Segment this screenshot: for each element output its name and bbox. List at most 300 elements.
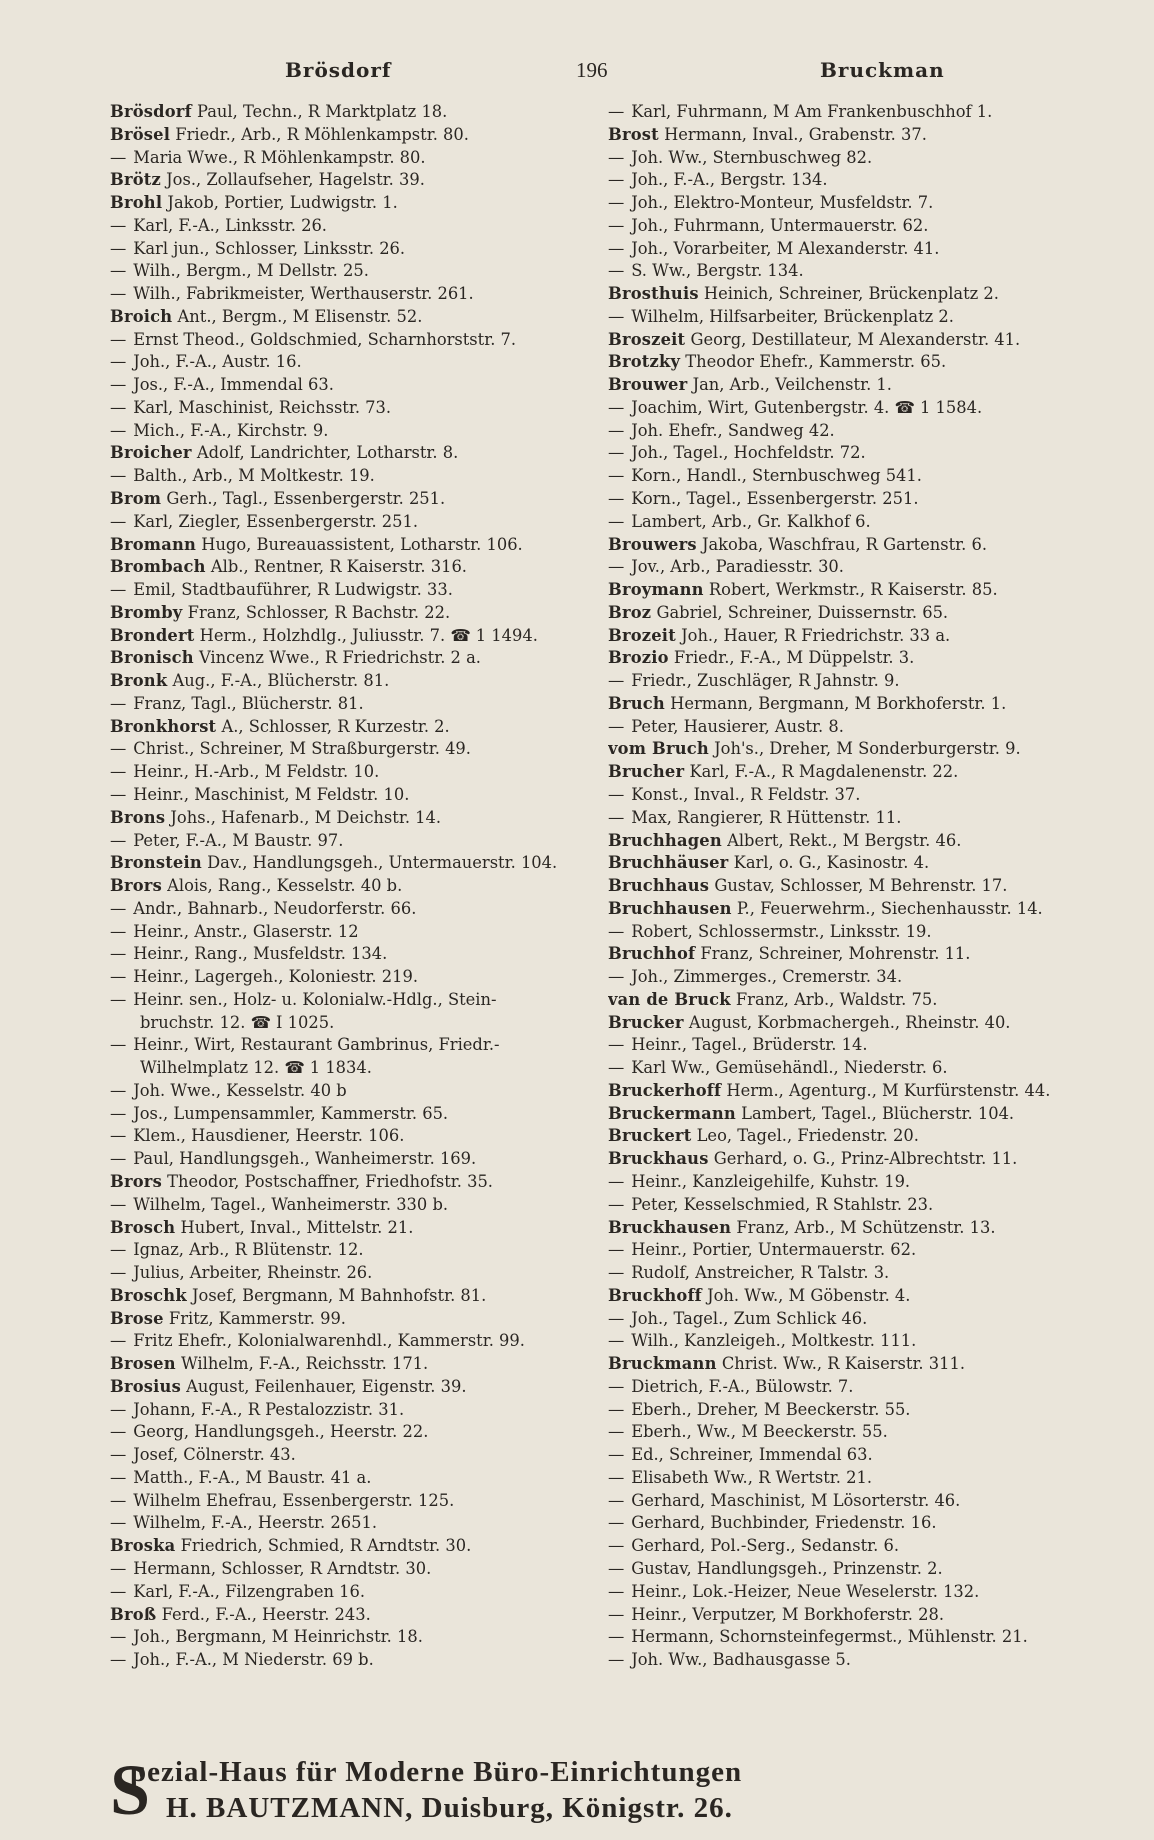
ditto-dash: — <box>608 1536 625 1556</box>
entry-details: Karl, F.-A., Filzengraben 16. <box>133 1581 366 1601</box>
ditto-dash: — <box>110 1559 127 1578</box>
entry-details: Jos., F.-A., Immendal 63. <box>133 375 334 395</box>
entry-details: Heinr., Verputzer, M Borkhoferstr. 28. <box>631 1604 945 1624</box>
ditto-dash: — <box>110 693 127 713</box>
ditto-dash: — <box>608 1376 625 1396</box>
entry-details: P., Feuerwehrm., Siechenhausstr. 14. <box>736 898 1043 918</box>
entry-details: Georg, Destillateur, M Alexanderstr. 41. <box>690 329 1021 349</box>
ditto-dash: — <box>110 1194 127 1214</box>
entry-details: Peter, Hausierer, Austr. 8. <box>631 716 844 736</box>
directory-entry <box>608 852 1090 875</box>
entry-details: Karl, Maschinist, Reichsstr. 73. <box>133 397 392 417</box>
ditto-dash: — <box>110 1490 127 1510</box>
directory-entry <box>110 670 592 693</box>
directory-entry <box>110 465 592 488</box>
entry-details: Joachim, Wirt, Gutenbergstr. 4. ☎ 1 1584. <box>631 397 983 417</box>
ditto-dash: — <box>110 1126 127 1146</box>
entry-details: Karl jun., Schlosser, Linksstr. 26. <box>133 238 406 258</box>
entry-details: Karl, Fuhrmann, M Am Frankenbuschhof 1. <box>631 102 993 121</box>
ditto-dash: — <box>608 102 625 121</box>
directory-entry <box>608 1512 1090 1535</box>
ditto-dash: — <box>110 511 127 531</box>
entry-details: Wilhelm, Hilfsarbeiter, Brückenplatz 2. <box>631 306 954 326</box>
entry-surname: Brotzky <box>608 352 681 372</box>
directory-entry <box>110 1353 592 1376</box>
ditto-dash: — <box>608 193 625 213</box>
directory-entry <box>608 1217 1090 1240</box>
directory-entry <box>110 716 592 739</box>
entry-details: Jov., Arb., Paradiesstr. 30. <box>631 557 844 577</box>
entry-details: Karl Ww., Gemüsehändl., Niederstr. 6. <box>631 1058 948 1078</box>
ditto-dash: — <box>608 1467 625 1487</box>
directory-entry <box>110 1490 592 1513</box>
entry-surname: Bromby <box>110 602 183 622</box>
entry-details: Lambert, Arb., Gr. Kalkhof 6. <box>631 511 871 531</box>
directory-entry <box>608 1285 1090 1308</box>
directory-entry <box>110 420 592 443</box>
entry-surname: Brösdorf <box>110 102 192 121</box>
entry-details: Ignaz, Arb., R Blütenstr. 12. <box>133 1240 364 1260</box>
directory-entry <box>110 1649 592 1672</box>
entry-details: Mich., F.-A., Kirchstr. 9. <box>133 420 329 440</box>
entry-surname: Brom <box>110 489 162 509</box>
directory-entry <box>608 1376 1090 1399</box>
entry-details: Ferd., F.-A., Heerstr. 243. <box>161 1604 371 1624</box>
directory-entry <box>608 465 1090 488</box>
ditto-dash: — <box>110 397 127 417</box>
directory-entry <box>608 1626 1090 1649</box>
directory-entry <box>608 1421 1090 1444</box>
directory-entry <box>608 215 1090 238</box>
directory-entry <box>110 124 592 147</box>
right-column <box>608 101 1090 1672</box>
entry-details: Matth., F.-A., M Baustr. 41 a. <box>133 1467 372 1487</box>
entry-details: Joh., F.-A., M Niederstr. 69 b. <box>133 1650 374 1670</box>
entry-details: Gerhard, Pol.-Serg., Sedanstr. 6. <box>631 1536 900 1556</box>
entry-surname: Brosch <box>110 1217 176 1237</box>
directory-entry <box>608 329 1090 352</box>
directory-entry <box>110 238 592 261</box>
directory-entry <box>110 1421 592 1444</box>
ditto-dash: — <box>608 1308 625 1328</box>
ditto-dash: — <box>608 1581 625 1601</box>
directory-entry <box>110 1581 592 1604</box>
entry-details: Elisabeth Ww., R Wertstr. 21. <box>631 1467 873 1487</box>
entry-details: Heinr., Rang., Musfeldstr. 134. <box>133 944 388 964</box>
entry-details: Heinr., H.-Arb., M Feldstr. 10. <box>133 762 380 782</box>
directory-entry <box>608 1444 1090 1467</box>
directory-entry <box>608 1353 1090 1376</box>
entry-details: Vincenz Wwe., R Friedrichstr. 2 a. <box>198 648 481 668</box>
directory-entry <box>608 1490 1090 1513</box>
directory-entry <box>110 1194 592 1217</box>
directory-entry <box>608 534 1090 557</box>
entry-surname: Bromann <box>110 534 197 554</box>
ditto-dash: — <box>110 784 127 804</box>
advertisement <box>110 1750 1100 1830</box>
entry-details: Emil, Stadtbauführer, R Ludwigstr. 33. <box>133 580 453 600</box>
ditto-dash: — <box>110 944 127 964</box>
entry-details: S. Ww., Bergstr. 134. <box>631 261 804 281</box>
entry-surname: Broschk <box>110 1285 187 1305</box>
entry-details: Korn., Handl., Sternbuschweg 541. <box>631 466 922 486</box>
entry-details: Heinr., Tagel., Brüderstr. 14. <box>631 1035 868 1055</box>
ditto-dash: — <box>110 989 127 1009</box>
entry-surname: Brose <box>110 1308 164 1328</box>
ditto-dash: — <box>110 1240 127 1260</box>
entry-details: Klem., Hausdiener, Heerstr. 106. <box>133 1126 405 1146</box>
directory-entry <box>608 1308 1090 1331</box>
entry-details: Ernst Theod., Goldschmied, Scharnhorststr. 7. <box>133 329 517 349</box>
entry-surname: Bruckhoff <box>608 1285 702 1305</box>
entry-details: Karl, F.-A., Linksstr. 26. <box>133 215 327 235</box>
entry-details: Wilhelmplatz 12. ☎ 1 1834. <box>140 1058 372 1078</box>
entry-surname: vom Bruch <box>608 739 709 759</box>
entry-surname: Brosius <box>110 1376 181 1396</box>
entry-details: Joh., Zimmerges., Cremerstr. 34. <box>631 967 903 987</box>
entry-details: Christ. Ww., R Kaiserstr. 311. <box>721 1354 966 1374</box>
directory-entry <box>110 534 592 557</box>
directory-entry <box>608 1057 1090 1080</box>
ditto-dash: — <box>608 784 625 804</box>
entry-surname: Brötz <box>110 170 161 190</box>
entry-surname: Brucker <box>608 1012 684 1032</box>
directory-entry <box>608 670 1090 693</box>
directory-entry <box>110 693 592 716</box>
directory-entry <box>110 260 592 283</box>
entry-details: Friedrich, Schmied, R Arndtstr. 30. <box>180 1536 472 1556</box>
directory-entry <box>608 238 1090 261</box>
directory-entry <box>608 283 1090 306</box>
entry-details: Paul, Handlungsgeh., Wanheimerstr. 169. <box>133 1149 477 1169</box>
entry-details: Aug., F.-A., Blücherstr. 81. <box>172 671 390 691</box>
entry-details: Joh. Ehefr., Sandweg 42. <box>631 420 835 440</box>
directory-entry <box>110 1034 592 1057</box>
directory-entry <box>608 351 1090 374</box>
entry-surname: Bruckhausen <box>608 1217 732 1237</box>
directory-entry <box>110 1103 592 1126</box>
directory-entry <box>608 1604 1090 1627</box>
directory-entry <box>110 943 592 966</box>
ditto-dash: — <box>110 329 127 349</box>
directory-entry <box>110 374 592 397</box>
ditto-dash: — <box>608 1490 625 1510</box>
entry-details: Wilhelm, Tagel., Wanheimerstr. 330 b. <box>133 1194 449 1214</box>
directory-entry <box>608 1125 1090 1148</box>
directory-entry <box>110 807 592 830</box>
directory-entry <box>110 511 592 534</box>
ditto-dash: — <box>110 1581 127 1601</box>
entry-details: Josef, Cölnerstr. 43. <box>133 1445 296 1465</box>
entry-surname: Brondert <box>110 625 195 645</box>
entry-details: Joh. Wwe., Kesselstr. 40 b <box>133 1080 347 1100</box>
entry-details: Maria Wwe., R Möhlenkampstr. 80. <box>133 147 426 167</box>
directory-entry <box>608 488 1090 511</box>
entry-details: Friedr., Zuschläger, R Jahnstr. 9. <box>631 671 900 691</box>
ditto-dash: — <box>608 1331 625 1351</box>
left-column <box>110 101 592 1672</box>
directory-entry <box>608 1171 1090 1194</box>
entry-surname: Brozio <box>608 648 669 668</box>
directory-entry <box>608 921 1090 944</box>
directory-entry <box>110 989 592 1012</box>
ditto-dash: — <box>608 1445 625 1465</box>
entry-surname: Bruckhaus <box>608 1149 709 1169</box>
entry-surname: Brosthuis <box>608 284 699 304</box>
entry-details: Ed., Schreiner, Immendal 63. <box>631 1445 873 1465</box>
directory-entry <box>608 1581 1090 1604</box>
entry-details: Jakoba, Waschfrau, R Gartenstr. 6. <box>701 534 988 554</box>
entry-surname: Bronisch <box>110 648 194 668</box>
ditto-dash: — <box>608 1035 625 1055</box>
entry-surname: Bruchhaus <box>608 876 710 896</box>
directory-entry <box>608 1103 1090 1126</box>
header-right-keyword: Bruckman <box>820 58 945 82</box>
entry-details: Robert, Schlossermstr., Linksstr. 19. <box>631 921 932 941</box>
entry-surname: Brost <box>608 124 659 144</box>
directory-entry <box>608 420 1090 443</box>
entry-details: Joh., F.-A., Bergstr. 134. <box>631 170 828 190</box>
directory-entry <box>608 1012 1090 1035</box>
directory-entry <box>110 397 592 420</box>
directory-entry <box>608 1649 1090 1672</box>
ditto-dash: — <box>608 671 625 691</box>
directory-entry <box>110 898 592 921</box>
entry-details: Georg, Handlungsgeh., Heerstr. 22. <box>133 1422 429 1442</box>
entry-surname: Brors <box>110 1171 162 1191</box>
entry-details: Dietrich, F.-A., Bülowstr. 7. <box>631 1376 854 1396</box>
entry-details: Heinr., Lagergeh., Koloniestr. 219. <box>133 967 419 987</box>
entry-details: Adolf, Landrichter, Lotharstr. 8. <box>196 443 459 463</box>
ditto-dash: — <box>110 1627 127 1647</box>
page-header <box>100 58 1100 90</box>
directory-entry <box>608 625 1090 648</box>
directory-entry <box>608 1467 1090 1490</box>
entry-details: Joh., Elektro-Monteur, Musfeldstr. 7. <box>631 193 934 213</box>
ditto-dash: — <box>110 967 127 987</box>
entry-details: Wilh., Fabrikmeister, Werthauserstr. 261. <box>133 284 474 304</box>
entry-details: Theodor Ehefr., Kammerstr. 65. <box>685 352 947 372</box>
ditto-dash: — <box>110 1650 127 1670</box>
ditto-dash: — <box>608 967 625 987</box>
entry-details: Robert, Werkmstr., R Kaiserstr. 85. <box>708 580 998 600</box>
ditto-dash: — <box>608 1650 625 1670</box>
ditto-dash: — <box>110 921 127 941</box>
directory-entry <box>110 1376 592 1399</box>
ditto-dash: — <box>608 215 625 235</box>
directory-entry <box>110 966 592 989</box>
directory-entry <box>110 1535 592 1558</box>
advert-initial: S <box>110 1750 151 1830</box>
entry-surname: Bruchhof <box>608 944 696 964</box>
entry-details: Christ., Schreiner, M Straßburgerstr. 49. <box>133 739 471 759</box>
entry-surname: Brosen <box>110 1354 176 1374</box>
directory-entry <box>110 1399 592 1422</box>
entry-details: Wilhelm, F.-A., Reichsstr. 171. <box>180 1354 429 1374</box>
ditto-dash: — <box>608 557 625 577</box>
entry-details: August, Korbmachergeh., Rheinstr. 40. <box>688 1012 1011 1032</box>
ditto-dash: — <box>110 261 127 281</box>
directory-entry <box>110 1285 592 1308</box>
ditto-dash: — <box>110 898 127 918</box>
ditto-dash: — <box>110 420 127 440</box>
entry-surname: Bronstein <box>110 853 202 873</box>
directory-entry <box>110 1626 592 1649</box>
ditto-dash: — <box>110 1331 127 1351</box>
entry-details: Gustav, Schlosser, M Behrenstr. 17. <box>714 876 1008 896</box>
ditto-dash: — <box>110 284 127 304</box>
directory-entry <box>110 1262 592 1285</box>
ditto-dash: — <box>608 1559 625 1578</box>
directory-entry <box>110 1467 592 1490</box>
entry-details: Joh., Fuhrmann, Untermauerstr. 62. <box>631 215 929 235</box>
entry-details: Gerhard, o. G., Prinz-Albrechtstr. 11. <box>713 1149 1018 1169</box>
entry-details: Heinr. sen., Holz- u. Kolonialw.-Hdlg., Stein- <box>133 989 497 1009</box>
ditto-dash: — <box>608 170 625 190</box>
directory-entry <box>110 1512 592 1535</box>
directory-entry <box>608 738 1090 761</box>
ditto-dash: — <box>608 1604 625 1624</box>
ditto-dash: — <box>608 1058 625 1078</box>
entry-surname: Broz <box>608 602 652 622</box>
entry-details: Friedr., Arb., R Möhlenkampstr. 80. <box>175 124 469 144</box>
entry-details: Jos., Zollaufseher, Hagelstr. 39. <box>166 170 425 190</box>
directory-entry <box>608 579 1090 602</box>
directory-entry <box>608 943 1090 966</box>
ditto-dash: — <box>608 420 625 440</box>
ditto-dash: — <box>110 762 127 782</box>
entry-details: Hugo, Bureauassistent, Lotharstr. 106. <box>201 534 523 554</box>
entry-details: Lambert, Tagel., Blücherstr. 104. <box>741 1103 1015 1123</box>
directory-entry <box>608 693 1090 716</box>
entry-details: Peter, F.-A., M Baustr. 97. <box>133 830 344 850</box>
ditto-dash: — <box>110 352 127 372</box>
ditto-dash: — <box>608 511 625 531</box>
entry-details: Max, Rangierer, R Hüttenstr. 11. <box>631 807 902 827</box>
entry-details: Gustav, Handlungsgeh., Prinzenstr. 2. <box>631 1559 943 1578</box>
entry-details: A., Schlosser, R Kurzestr. 2. <box>221 716 450 736</box>
ditto-dash: — <box>608 1171 625 1191</box>
entry-details: Wilh., Bergm., M Dellstr. 25. <box>133 261 369 281</box>
entry-surname: Broicher <box>110 443 192 463</box>
directory-entry <box>608 1535 1090 1558</box>
directory-entry <box>110 1217 592 1240</box>
entry-details: Balth., Arb., M Moltkestr. 19. <box>133 466 375 486</box>
entry-surname: Broszeit <box>608 329 686 349</box>
directory-entry <box>110 1012 592 1035</box>
directory-entry <box>608 511 1090 534</box>
entry-details: Herm., Agenturg., M Kurfürstenstr. 44. <box>726 1080 1051 1100</box>
entry-details: Heinich, Schreiner, Brückenplatz 2. <box>703 284 999 304</box>
directory-entry <box>608 192 1090 215</box>
entry-surname: Bruckerhoff <box>608 1080 722 1100</box>
directory-entry <box>110 556 592 579</box>
entry-details: Heinr., Anstr., Glaserstr. 12 <box>133 921 359 941</box>
entry-details: Joh., F.-A., Austr. 16. <box>133 352 302 372</box>
directory-entry <box>608 1239 1090 1262</box>
directory-entry <box>110 283 592 306</box>
ditto-dash: — <box>608 238 625 258</box>
entry-details: Jakob, Portier, Ludwigstr. 1. <box>167 193 398 213</box>
entry-surname: Bruchhagen <box>608 830 722 850</box>
entry-details: Franz, Arb., M Schützenstr. 13. <box>736 1217 996 1237</box>
entry-details: Fritz, Kammerstr. 99. <box>168 1308 346 1328</box>
entry-details: Heinr., Maschinist, M Feldstr. 10. <box>133 784 410 804</box>
directory-entry <box>110 351 592 374</box>
entry-details: Joh., Bergmann, M Heinrichstr. 18. <box>133 1627 423 1647</box>
directory-entry <box>608 1080 1090 1103</box>
ditto-dash: — <box>608 443 625 463</box>
ditto-dash: — <box>608 1194 625 1214</box>
ditto-dash: — <box>608 1399 625 1419</box>
directory-entry <box>608 716 1090 739</box>
entry-details: Wilh., Kanzleigeh., Moltkestr. 111. <box>631 1331 917 1351</box>
entry-surname: Bronkhorst <box>110 716 217 736</box>
ditto-dash: — <box>110 1080 127 1100</box>
directory-entry <box>110 1125 592 1148</box>
directory-entry <box>110 1604 592 1627</box>
entry-details: Herm., Holzhdlg., Juliusstr. 7. ☎ 1 1494. <box>199 625 538 645</box>
ditto-dash: — <box>608 466 625 486</box>
directory-entry <box>608 830 1090 853</box>
directory-entry <box>608 147 1090 170</box>
entry-surname: Brouwers <box>608 534 697 554</box>
ditto-dash: — <box>110 1467 127 1487</box>
entry-details: Joh., Tagel., Hochfeldstr. 72. <box>631 443 866 463</box>
ditto-dash: — <box>110 238 127 258</box>
entry-surname: Bronk <box>110 671 168 691</box>
ditto-dash: — <box>110 1513 127 1533</box>
header-left-keyword: Brösdorf <box>285 58 392 82</box>
entry-surname: Brösel <box>110 124 171 144</box>
directory-entry <box>110 1330 592 1353</box>
entry-details: Gerhard, Buchbinder, Friedenstr. 16. <box>631 1513 937 1533</box>
directory-entry <box>608 442 1090 465</box>
directory-entry <box>608 556 1090 579</box>
directory-entry <box>110 169 592 192</box>
entry-details: Gerh., Tagl., Essenbergerstr. 251. <box>166 489 446 509</box>
ditto-dash: — <box>110 375 127 395</box>
entry-details: Wilhelm Ehefrau, Essenbergerstr. 125. <box>133 1490 455 1510</box>
entry-details: Hermann, Schlosser, R Arndtstr. 30. <box>133 1559 432 1578</box>
entry-details: Johs., Hafenarb., M Deichstr. 14. <box>170 807 442 827</box>
directory-entry <box>608 374 1090 397</box>
entry-surname: Broich <box>110 306 173 326</box>
directory-entry <box>608 1262 1090 1285</box>
ditto-dash: — <box>608 147 625 167</box>
entry-surname: Brohl <box>110 193 163 213</box>
ditto-dash: — <box>608 716 625 736</box>
advert-line-1: pezial-Haus für Moderne Büro-Einrichtungen <box>130 1756 743 1788</box>
directory-entry <box>110 1080 592 1103</box>
entry-details: August, Feilenhauer, Eigenstr. 39. <box>186 1376 467 1396</box>
entry-details: Joh's., Dreher, M Sonderburgerstr. 9. <box>714 739 1021 759</box>
directory-entry <box>110 647 592 670</box>
ditto-dash: — <box>110 1422 127 1442</box>
directory-entry <box>110 602 592 625</box>
ditto-dash: — <box>608 397 625 417</box>
directory-entry <box>608 761 1090 784</box>
directory-entry <box>110 101 592 124</box>
entry-surname: Bruckert <box>608 1126 692 1146</box>
entry-surname: Bruch <box>608 693 665 713</box>
directory-entry <box>110 1057 592 1080</box>
entry-details: Josef, Bergmann, M Bahnhofstr. 81. <box>191 1285 487 1305</box>
entry-details: Fritz Ehefr., Kolonialwarenhdl., Kammerstr. 99. <box>133 1331 525 1351</box>
ditto-dash: — <box>110 739 127 759</box>
entry-details: Jos., Lumpensammler, Kammerstr. 65. <box>133 1103 449 1123</box>
ditto-dash: — <box>608 1422 625 1442</box>
